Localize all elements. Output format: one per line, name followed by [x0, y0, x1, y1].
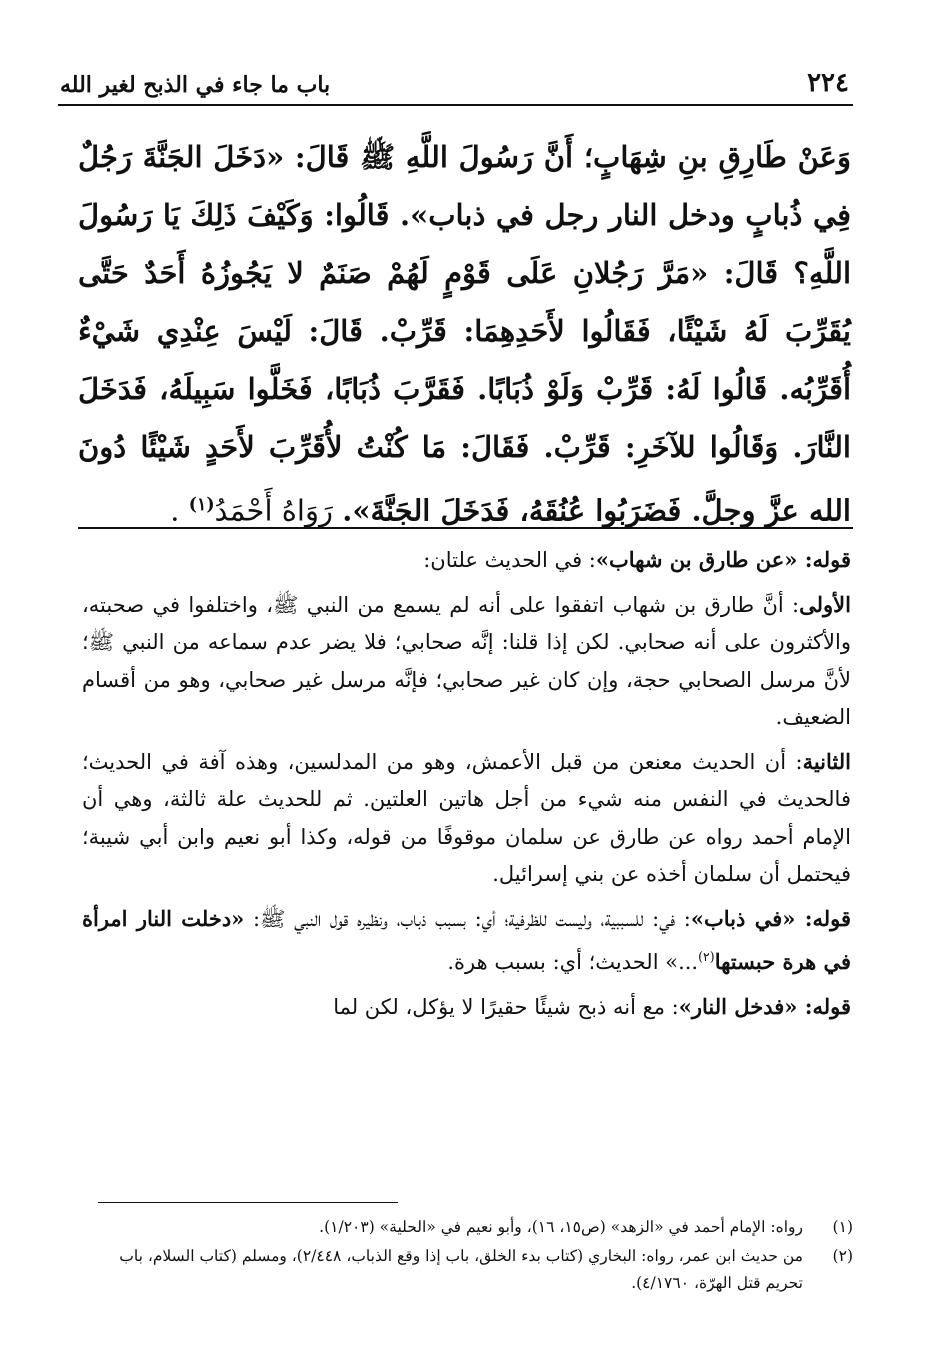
- hadith-quote: «دخلت النار امرأة في هرة حبستها: [82, 905, 851, 974]
- footnote-text: رواه: الإمام أحمد في «الزهد» (ص١٥، ١٦)، وأبو نعيم في «الحلية» (١/٢٠٣).: [319, 1218, 803, 1236]
- hadith-end: .: [170, 493, 189, 528]
- paragraph-lead: قوله: «عن طارق بن شهاب»: [595, 547, 851, 572]
- paragraph-lead: الأولى: [799, 591, 851, 617]
- commentary-paragraph-3: [82, 743, 851, 894]
- page-number: ٢٢٤: [807, 68, 849, 98]
- footnotes: [80, 1214, 853, 1299]
- paragraph-text: : أنَّ طارق بن شهاب اتفقوا على أنه لم يسمع من النبي ﷺ، واختلفوا في صحبته، والأكثرون على أنه صحابي. لكن إذا قلنا: إنَّه صحابي؛ فلا يضر عدم سماعه من النبي ﷺ؛ لأنَّ مرسل الصحابي حجة، وإن كان غير صحابي؛ فإنَّه مرسل غير صحابي، وهو من أقسام الضعيف.: [82, 592, 851, 729]
- paragraph-text: : أن الحديث معنعن من قبل الأعمش، وهو من المدلسين، وهذه آفة في الحديث؛ فالحديث في النفس منه شيء من أجل هاتين العلتين. ثم للحديث علة ثالثة، وهي أن الإمام أحمد رواه عن طارق عن سلمان موقوفًا من قوله، وكذا أبو نعيم وابن أبي شيبة؛ فيحتمل أن سلمان أخذه عن بني إسرائيل.: [82, 749, 851, 886]
- paragraph-lead: قوله: «في ذباب»: [690, 905, 851, 931]
- hadith-body: وَعَنْ طَارِقِ بنِ شِهَابٍ؛ أَنَّ رَسُولَ اللَّهِ ﷺ قَالَ: «دَخَلَ الجَنَّةَ رَجُلٌ فِي ذُبابٍ ودخل النار رجل في ذباب». قَالُوا: وَكَيْفَ ذَلِكَ يَا رَسُولَ اللَّهِ؟ قَالَ: «مَرَّ رَجُلانِ عَلَى قَوْمٍ لَهُمْ صَنَمٌ لا يَجُوزُهُ أَحَدٌ حَتَّى يُقَرِّبَ لَهُ شَيْئًا، فَقَالُوا لأَحَدِهِمَا: قَرِّبْ. قَالَ: لَيْسَ عِنْدِي شَيْءٌ أُقَرِّبُه. قَالُوا لَهُ: قَرِّبْ وَلَوْ ذُبَابًا. فَقَرَّبَ ذُبَابًا، فَخَلَّوا سَبِيلَهُ، فَدَخَلَ النَّارَ. وَقَالُوا للآخَرِ: قَرِّبْ. فَقَالَ: مَا كُنْتُ لأُقَرِّبَ لأَحَدٍ شَيْئًا دُونَ الله عزَّ وجلَّ. فَضَرَبُوا عُنُقَهُ، فَدَخَلَ الجَنَّةَ».: [78, 140, 851, 528]
- paragraph-text-continued: ...» الحديث؛ أي: بسبب هرة.: [447, 950, 699, 974]
- paragraph-text: : في الحديث علتان:: [423, 548, 596, 572]
- commentary-paragraph-1: [82, 541, 851, 580]
- commentary-paragraph-2: [82, 586, 851, 737]
- footnote-number: (١): [832, 1218, 853, 1236]
- footnote-number: (٢): [832, 1247, 853, 1265]
- hadith-text: [78, 128, 851, 540]
- footnote-1: [80, 1214, 853, 1241]
- section-rule: [78, 527, 853, 529]
- paragraph-text: : في: للسببية، وليست للظرفية؛ أي: بسبب ذباب، ونظيره قول النبي ﷺ:: [244, 906, 691, 931]
- header-rule: [58, 104, 853, 106]
- commentary: [82, 541, 851, 1032]
- hadith-paragraph: [78, 128, 851, 540]
- paragraph-lead: الثانية: [802, 748, 851, 774]
- footnote-2: [80, 1243, 853, 1297]
- commentary-paragraph-5: [82, 988, 851, 1027]
- footnote-rule: [98, 1202, 398, 1203]
- paragraph-lead: قوله: «فدخل النار»: [678, 993, 851, 1019]
- footnote-mark-2: (٢): [698, 949, 715, 964]
- footnote-mark-1: (١): [188, 495, 215, 515]
- footnote-text: من حديث ابن عمر، رواه: البخاري (كتاب بدء الخلق، باب إذا وقع الذباب، ٢/٤٤٨)، ومسلم (كتاب السلام، باب تحريم قتل الهرّة، ٤/١٧٦٠).: [119, 1247, 803, 1292]
- running-header: [60, 52, 849, 98]
- commentary-paragraph-4: [82, 900, 851, 982]
- chapter-title: باب ما جاء في الذبح لغير الله: [60, 72, 331, 98]
- paragraph-text: : مع أنه ذبح شيئًا حقيرًا لا يؤكل، لكن لما: [333, 994, 679, 1019]
- hadith-reference: رَوَاهُ أَحْمَدُ: [214, 493, 343, 528]
